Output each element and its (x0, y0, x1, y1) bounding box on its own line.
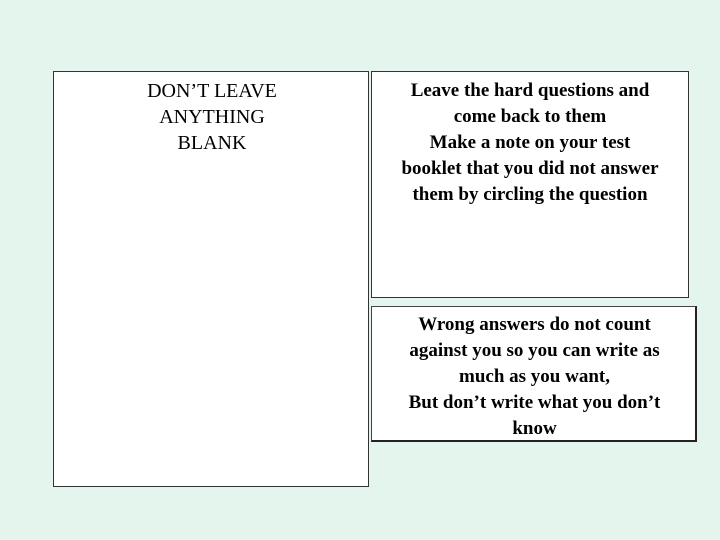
card-text-line: them by circling the question (412, 184, 648, 205)
wrong-answers-card (371, 306, 697, 442)
card-text-line: much as you want, (459, 366, 610, 387)
card-text-line: Make a note on your test (429, 132, 631, 153)
card-text-line: ANYTHING (159, 106, 265, 128)
card-text-line: come back to them (453, 106, 607, 127)
card-text-line: DON’T LEAVE (147, 80, 277, 102)
card-text-line: against you so you can write as (409, 340, 660, 361)
card-text-line: Leave the hard questions and (410, 80, 650, 101)
blank-answer-card (53, 71, 369, 487)
card-text-line: BLANK (177, 132, 247, 154)
card-text-line: Wrong answers do not count (418, 314, 651, 335)
hard-questions-card (371, 71, 689, 298)
card-text-line: know (512, 418, 557, 439)
card-text-line: But don’t write what you don’t (408, 392, 661, 413)
card-text-line: booklet that you did not answer (401, 158, 659, 179)
